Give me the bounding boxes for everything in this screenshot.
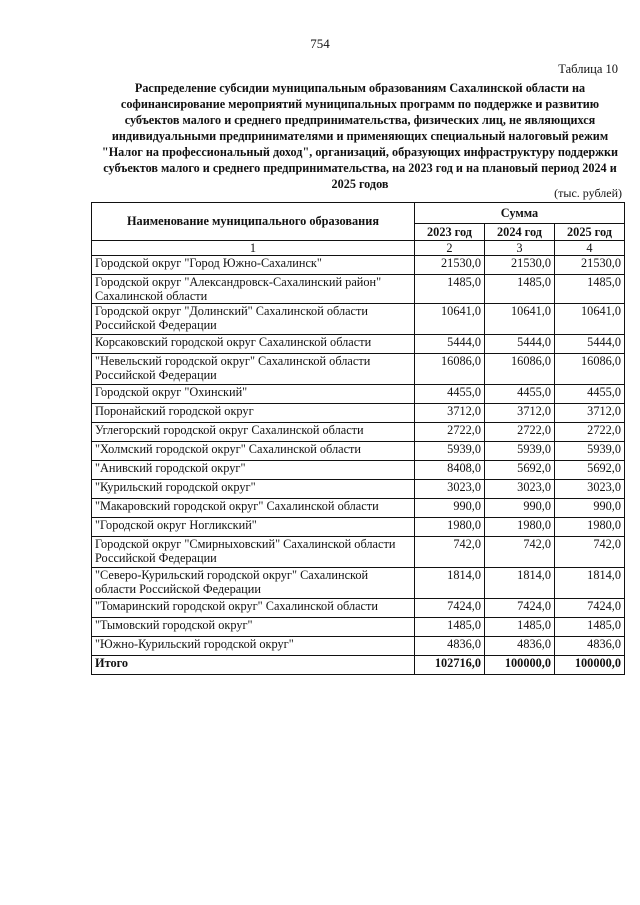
- table-row: [92, 480, 625, 499]
- column-header-name: Наименование муниципального образования: [92, 203, 415, 241]
- municipality-name: "Южно-Курильский городской округ": [92, 637, 415, 656]
- subsidy-table: [91, 202, 625, 675]
- value-2023: 1485,0: [415, 275, 485, 304]
- table-row: [92, 568, 625, 599]
- column-header-2023: 2023 год: [415, 224, 485, 241]
- value-2023: 4455,0: [415, 385, 485, 404]
- table-row: [92, 423, 625, 442]
- value-2025: 5692,0: [555, 461, 625, 480]
- table-row: [92, 537, 625, 568]
- municipality-name: Городской округ "Смирныховский" Сахалинской области Российской Федерации: [92, 537, 415, 568]
- value-2023: 3023,0: [415, 480, 485, 499]
- table-row: [92, 404, 625, 423]
- value-2023: 1485,0: [415, 618, 485, 637]
- value-2025: 2722,0: [555, 423, 625, 442]
- value-2024: 1485,0: [485, 275, 555, 304]
- value-2023: 1980,0: [415, 518, 485, 537]
- page-number: 754: [310, 36, 330, 51]
- total-2025: 100000,0: [555, 656, 625, 675]
- municipality-name: Городской округ "Долинский" Сахалинской области Российской Федерации: [92, 304, 415, 335]
- value-2025: 1485,0: [555, 275, 625, 304]
- municipality-name: "Макаровский городской округ" Сахалинской области: [92, 499, 415, 518]
- value-2025: 5444,0: [555, 335, 625, 354]
- table-row: [92, 385, 625, 404]
- value-2025: 3023,0: [555, 480, 625, 499]
- municipality-name: "Тымовский городской округ": [92, 618, 415, 637]
- municipality-name: "Городской округ Ногликский": [92, 518, 415, 537]
- municipality-name: Корсаковский городской округ Сахалинской области: [92, 335, 415, 354]
- value-2024: 3712,0: [485, 404, 555, 423]
- table-row: [92, 275, 625, 304]
- column-index: 2: [415, 241, 485, 256]
- table-row: [92, 618, 625, 637]
- value-2024: 4836,0: [485, 637, 555, 656]
- value-2024: 5939,0: [485, 442, 555, 461]
- value-2024: 5444,0: [485, 335, 555, 354]
- value-2025: 3712,0: [555, 404, 625, 423]
- value-2025: 5939,0: [555, 442, 625, 461]
- total-2024: 100000,0: [485, 656, 555, 675]
- value-2023: 4836,0: [415, 637, 485, 656]
- municipality-name: "Анивский городской округ": [92, 461, 415, 480]
- value-2023: 1814,0: [415, 568, 485, 599]
- value-2023: 5444,0: [415, 335, 485, 354]
- table-row: [92, 335, 625, 354]
- value-2024: 21530,0: [485, 256, 555, 275]
- value-2024: 1485,0: [485, 618, 555, 637]
- value-2024: 16086,0: [485, 354, 555, 385]
- table-row: [92, 256, 625, 275]
- value-2024: 7424,0: [485, 599, 555, 618]
- municipality-name: Городской округ "Охинский": [92, 385, 415, 404]
- value-2024: 10641,0: [485, 304, 555, 335]
- value-2023: 21530,0: [415, 256, 485, 275]
- value-2024: 2722,0: [485, 423, 555, 442]
- table-label: Таблица 10: [558, 62, 618, 76]
- value-2025: 1814,0: [555, 568, 625, 599]
- value-2023: 16086,0: [415, 354, 485, 385]
- value-2025: 10641,0: [555, 304, 625, 335]
- value-2024: 5692,0: [485, 461, 555, 480]
- municipality-name: "Томаринский городской округ" Сахалинской области: [92, 599, 415, 618]
- value-2023: 3712,0: [415, 404, 485, 423]
- value-2025: 21530,0: [555, 256, 625, 275]
- column-index: 4: [555, 241, 625, 256]
- table-row: [92, 304, 625, 335]
- municipality-name: "Курильский городской округ": [92, 480, 415, 499]
- value-2023: 7424,0: [415, 599, 485, 618]
- value-2024: 742,0: [485, 537, 555, 568]
- value-2025: 7424,0: [555, 599, 625, 618]
- value-2023: 990,0: [415, 499, 485, 518]
- value-2025: 4455,0: [555, 385, 625, 404]
- column-index: 1: [92, 241, 415, 256]
- value-2024: 3023,0: [485, 480, 555, 499]
- column-index: 3: [485, 241, 555, 256]
- value-2024: 1814,0: [485, 568, 555, 599]
- value-2023: 742,0: [415, 537, 485, 568]
- value-2025: 1485,0: [555, 618, 625, 637]
- column-header-sum: Сумма: [415, 203, 625, 224]
- value-2025: 990,0: [555, 499, 625, 518]
- municipality-name: "Холмский городской округ" Сахалинской области: [92, 442, 415, 461]
- value-2024: 1980,0: [485, 518, 555, 537]
- municipality-name: Поронайский городской округ: [92, 404, 415, 423]
- table-row: [92, 461, 625, 480]
- units-note: (тыс. рублей): [554, 186, 622, 200]
- municipality-name: "Невельский городской округ" Сахалинской области Российской Федерации: [92, 354, 415, 385]
- total-row: [92, 656, 625, 675]
- document-title: Распределение субсидии муниципальным образованиям Сахалинской области на софинансирование мероприятий муниципальных программ по поддержке и развитию субъектов малого и среднего предпринимательства, физических лиц, не являющихся индивидуальными предпринимателями и применяющих специальный налоговый режим "Налог на профессиональный доход", организаций, образующих инфраструктуру поддержки субъектов малого и среднего предпринимательства, на 2023 год и на плановый период 2024 и 2025 годов: [101, 81, 619, 191]
- table-row: [92, 637, 625, 656]
- column-header-2025: 2025 год: [555, 224, 625, 241]
- value-2025: 1980,0: [555, 518, 625, 537]
- municipality-name: Углегорский городской округ Сахалинской области: [92, 423, 415, 442]
- value-2024: 4455,0: [485, 385, 555, 404]
- municipality-name: "Северо-Курильский городской округ" Сахалинской области Российской Федерации: [92, 568, 415, 599]
- table-row: [92, 499, 625, 518]
- value-2023: 8408,0: [415, 461, 485, 480]
- municipality-name: Городской округ "Александровск-Сахалинский район" Сахалинской области: [92, 275, 415, 304]
- value-2025: 4836,0: [555, 637, 625, 656]
- value-2023: 10641,0: [415, 304, 485, 335]
- total-label: Итого: [92, 656, 415, 675]
- table-row: [92, 442, 625, 461]
- value-2023: 2722,0: [415, 423, 485, 442]
- table-row: [92, 518, 625, 537]
- value-2025: 16086,0: [555, 354, 625, 385]
- column-header-2024: 2024 год: [485, 224, 555, 241]
- table-row: [92, 599, 625, 618]
- total-2023: 102716,0: [415, 656, 485, 675]
- value-2025: 742,0: [555, 537, 625, 568]
- municipality-name: Городской округ "Город Южно-Сахалинск": [92, 256, 415, 275]
- table-row: [92, 354, 625, 385]
- value-2024: 990,0: [485, 499, 555, 518]
- value-2023: 5939,0: [415, 442, 485, 461]
